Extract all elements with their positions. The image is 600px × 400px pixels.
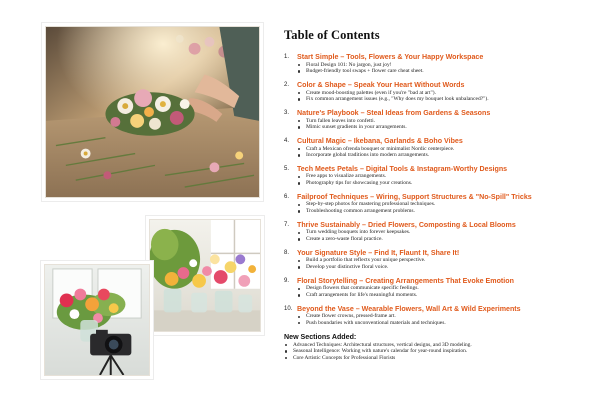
- entry-number: 1.: [284, 54, 290, 60]
- new-sections-added: [284, 333, 589, 362]
- new-section-item: Core Artistic Concepts for Professional Florists: [284, 355, 589, 362]
- toc-entry: [284, 137, 589, 159]
- photo-flowers-in-jars-on-windowsill: [149, 219, 261, 332]
- toc-entry: [284, 81, 589, 103]
- toc-entry: [284, 193, 589, 215]
- bullet-item: Free apps to visualize arrangements.: [297, 173, 589, 180]
- entry-number: 10.: [284, 305, 293, 312]
- entry-bullets: [297, 118, 589, 131]
- entry-bullets: [297, 146, 589, 159]
- bullet-item: Develop your distinctive floral voice.: [297, 264, 589, 271]
- bullet-item: Create mood-boosting palettes (even if you're "bad at art").: [297, 90, 589, 97]
- entry-title: Thrive Sustainably – Dried Flowers, Composting & Local Blooms: [297, 220, 516, 229]
- entry-bullets: [297, 90, 589, 103]
- bullet-item: Turn wedding bouquets into forever keepsakes.: [297, 229, 589, 236]
- bullet-item: Incorporate global traditions into modern arrangements.: [297, 152, 589, 159]
- toc-entry: [284, 109, 589, 131]
- photo-camera-with-bouquet: [44, 264, 150, 376]
- entry-bullets: [297, 173, 589, 186]
- bullet-item: Mimic sunset gradients in your arrangements.: [297, 124, 589, 131]
- entry-number: 8.: [284, 249, 290, 256]
- table-of-contents: [284, 28, 589, 361]
- bullet-item: Create a zero-waste floral practice.: [297, 236, 589, 243]
- entry-number: 4.: [284, 137, 290, 144]
- toc-entry: [284, 53, 589, 75]
- bullet-item: Design flowers that communicate specific feelings.: [297, 285, 589, 292]
- new-sections-list: [284, 342, 589, 362]
- toc-entry: [284, 249, 589, 271]
- bullet-item: Build a portfolio that reflects your unique perspective.: [297, 257, 589, 264]
- bullet-item: Photography tips for showcasing your creations.: [297, 180, 589, 187]
- entry-number: 9.: [284, 277, 290, 284]
- entry-bullets: [297, 201, 589, 214]
- toc-entry: [284, 305, 589, 327]
- bullet-item: Step-by-step photos for mastering professional techniques.: [297, 201, 589, 208]
- bullet-item: Craft a Mexican ofrenda bouquet or minimalist Nordic centerpiece.: [297, 146, 589, 153]
- entry-number: 6.: [284, 193, 290, 200]
- entry-title: Tech Meets Petals – Digital Tools & Instagram-Worthy Designs: [297, 164, 508, 173]
- toc-entry: [284, 165, 589, 187]
- entry-title: Floral Storytelling – Creating Arrangements That Evoke Emotion: [297, 276, 514, 285]
- entry-bullets: [297, 257, 589, 270]
- entry-number: 5.: [284, 165, 290, 172]
- entry-bullets: [297, 62, 589, 75]
- toc-entry: [284, 277, 589, 299]
- entry-title: Cultural Magic – Ikebana, Garlands & Boho Vibes: [297, 136, 463, 145]
- photo-hands-arranging-bouquet: [45, 26, 260, 198]
- entry-title: Your Signature Style – Find It, Flaunt It, Share It!: [297, 248, 460, 257]
- new-sections-heading: New Sections Added:: [284, 332, 357, 341]
- entry-bullets: [297, 229, 589, 242]
- entry-title: Color & Shape – Speak Your Heart Without Words: [297, 80, 465, 89]
- bullet-item: Budget-friendly tool swaps + flower care cheat sheet.: [297, 68, 589, 75]
- entry-title: Failproof Techniques – Wiring, Support Structures & "No-Spill" Tricks: [297, 192, 532, 201]
- new-section-item: Seasonal Intelligence: Working with nature's calendar for year-round inspiration.: [284, 348, 589, 355]
- bullet-item: Push boundaries with unconventional materials and techniques.: [297, 320, 589, 327]
- bullet-item: Floral Design 101: No jargon, just joy!: [297, 62, 589, 69]
- bullet-item: Fix common arrangement issues (e.g., "Why does my bouquet look unbalanced?").: [297, 96, 589, 103]
- entry-title: Beyond the Vase – Wearable Flowers, Wall Art & Wild Experiments: [297, 304, 521, 313]
- bullet-item: Craft arrangements for life's meaningful moments.: [297, 292, 589, 299]
- bullet-item: Troubleshooting common arrangement problems.: [297, 208, 589, 215]
- toc-entries: [284, 53, 589, 327]
- bullet-item: Turn fallen leaves into confetti.: [297, 118, 589, 125]
- entry-number: 7.: [284, 221, 290, 228]
- toc-entry: [284, 221, 589, 243]
- entry-title: Start Simple – Tools, Flowers & Your Happy Workspace: [297, 53, 484, 61]
- new-section-item: Advanced Techniques: Architectural structures, vertical designs, and 3D modeling.: [284, 342, 589, 349]
- entry-number: 2.: [284, 81, 290, 88]
- entry-bullets: [297, 313, 589, 326]
- bullet-item: Create flower crowns, pressed-frame art.: [297, 313, 589, 320]
- new-sections-heading-text: New Sections Added: [284, 332, 354, 341]
- entry-bullets: [297, 285, 589, 298]
- toc-title: Table of Contents: [284, 28, 380, 42]
- entry-title: Nature's Playbook – Steal Ideas from Gardens & Seasons: [297, 108, 491, 117]
- entry-number: 3.: [284, 109, 290, 116]
